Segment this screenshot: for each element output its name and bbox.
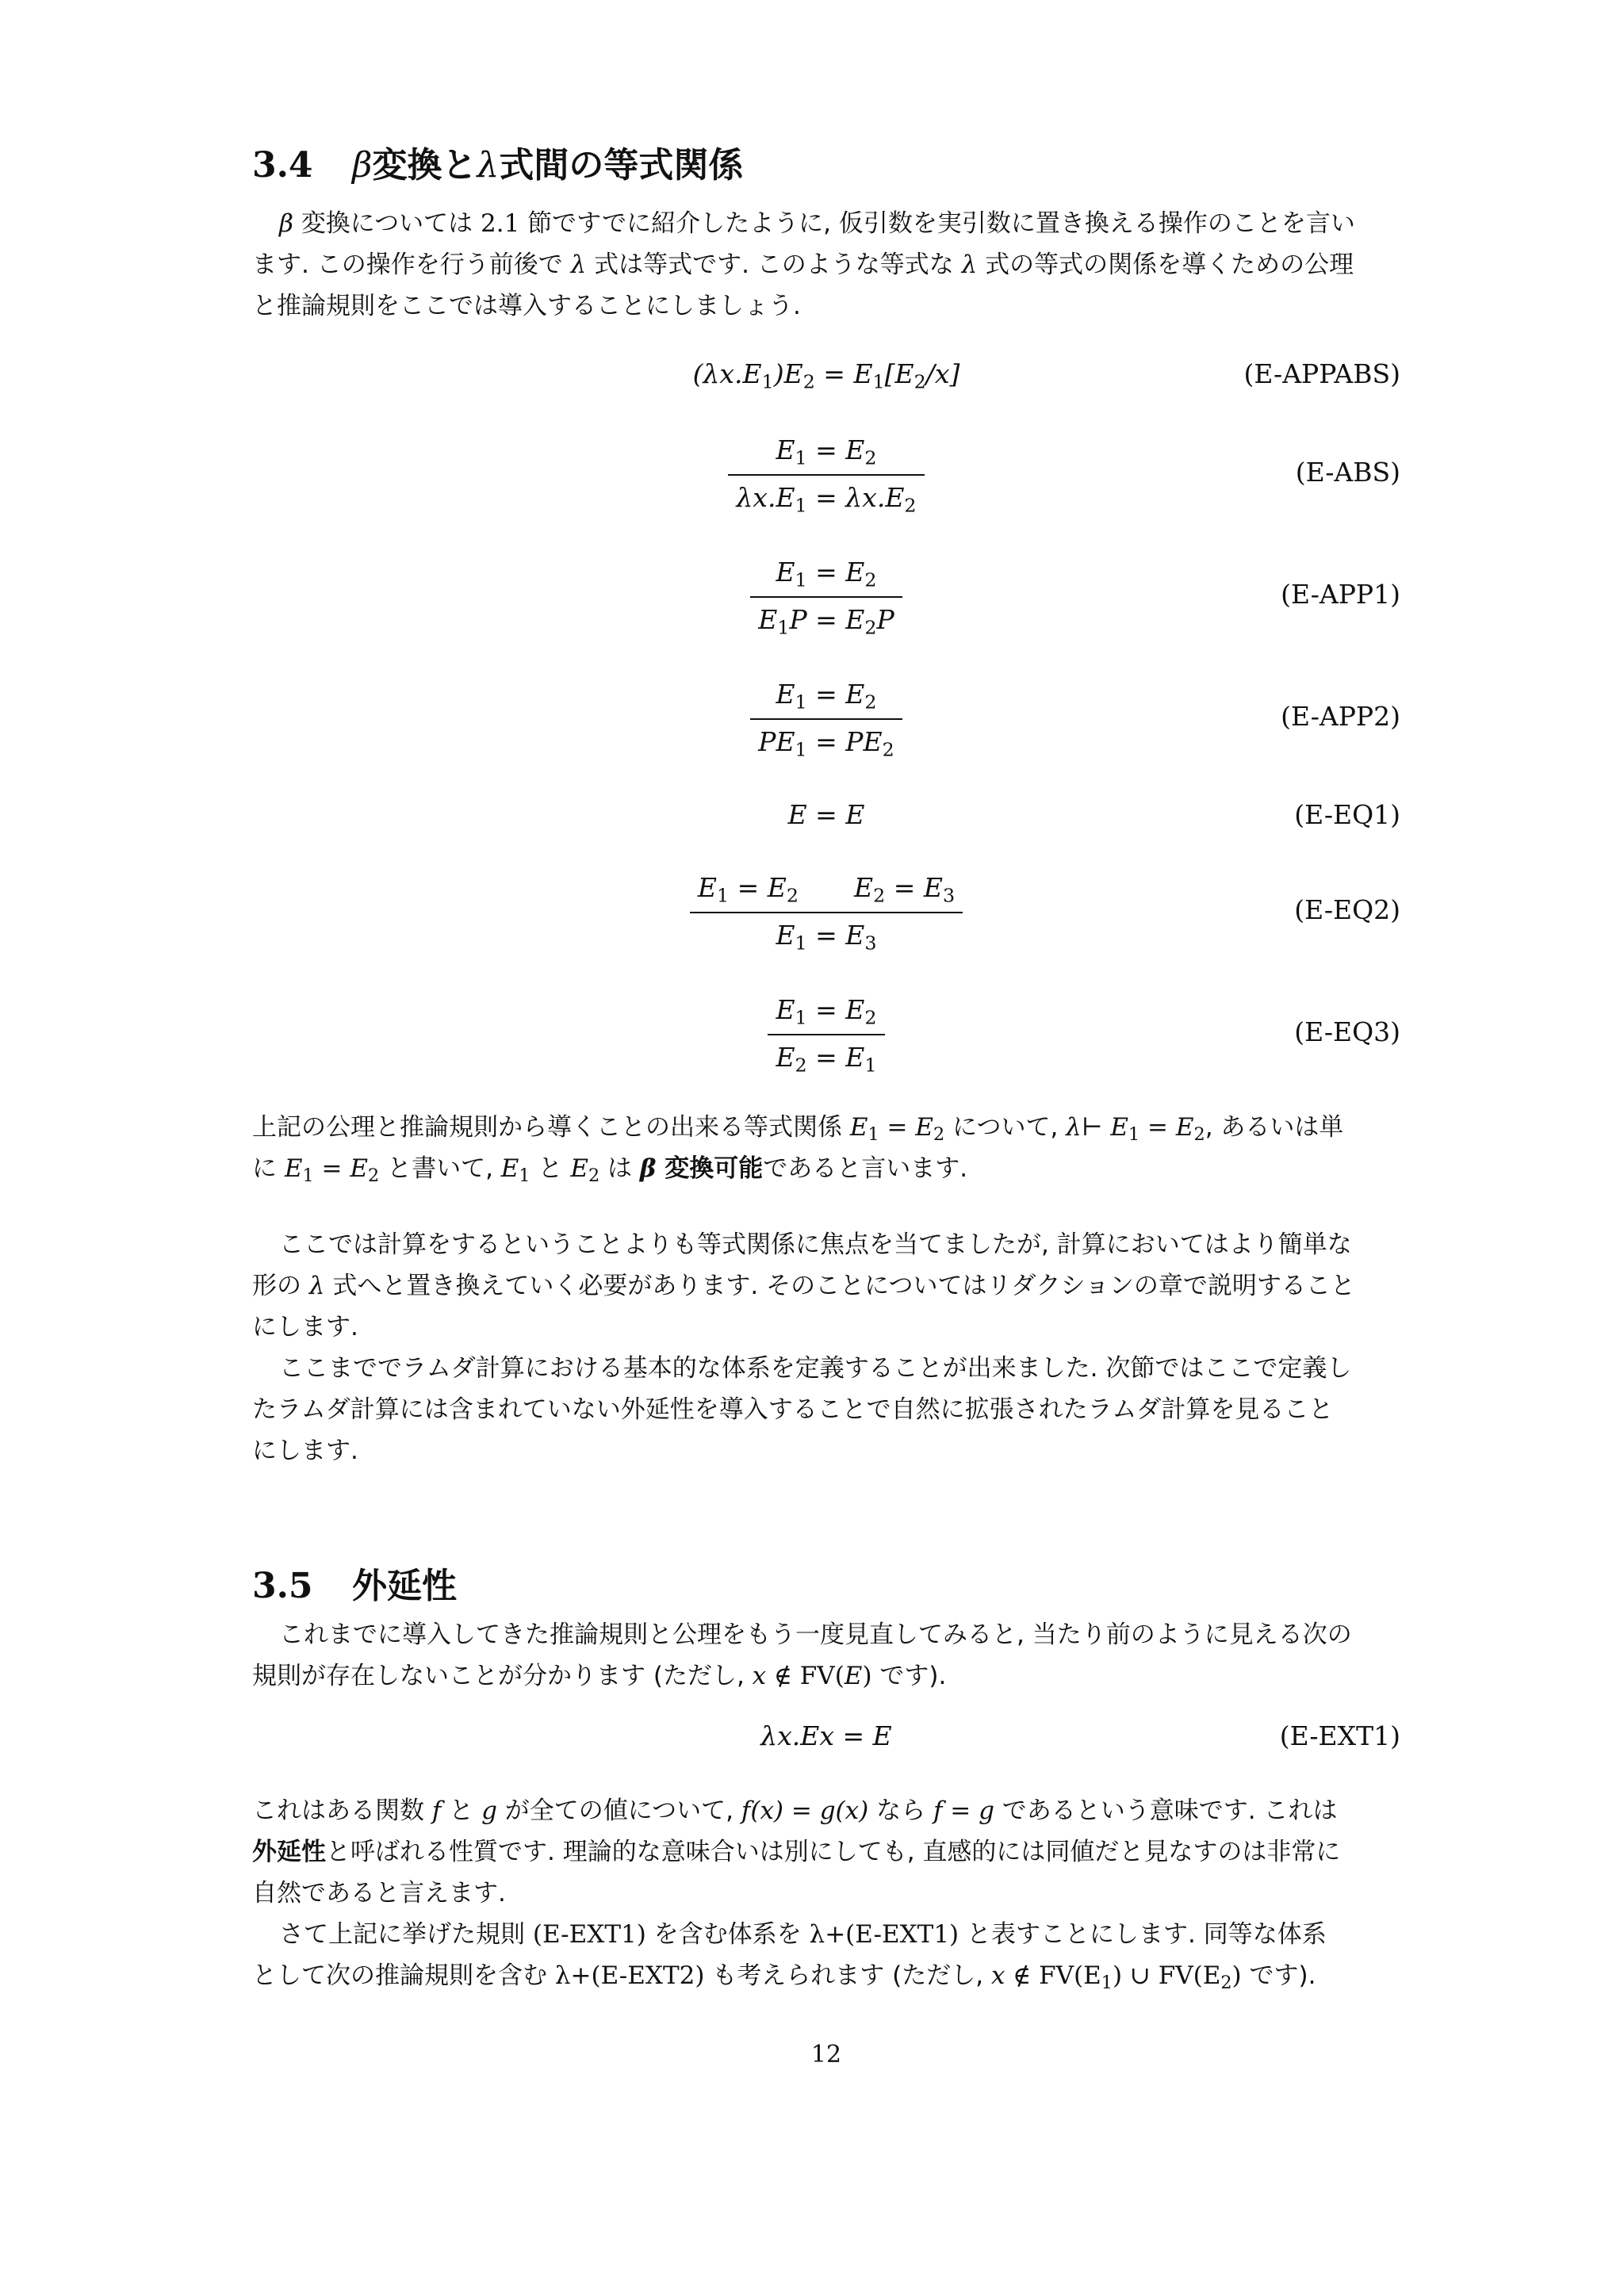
equation-label: (E-EQ3) [1294,1016,1400,1047]
intro-paragraph: β 変換については 2.1 節ですでに紹介したように, 仮引数を実引数に置き換える操作のことを言い ます. この操作を行う前後で λ 式は等式です. このような等式な λ 式の等式の関係を導くための公理 と推論規則をここでは導入することにしましょう. [252,209,1355,320]
inference-rule: $\frac{E_1 = E_2}{PE_1 = PE_2}$ [750,679,902,760]
extensionality-paragraph: これはある関数 f と g が全ての値について, f(x) = g(x) なら f = g であるという意味です. これは 外延性と呼ばれる性質です. 理論的な意味合いは別にしても, 直感的には同値だと見なすのは非常に 自然であると言えます. さて上記に挙げた規則 (E-EXT1) を含む体系を λ+(E-EXT1) と表すことにします. 同等な体系 として次の推論規則を含む λ+(E-EXT2) も考えられます (ただし, x ∉ $FV(E_1)$ ∪ $FV(E_2)$ です). [252,1797,1341,1994]
extensionality-intro-paragraph: これまでに導入してきた推論規則と公理をもう一度見直してみると, 当たり前のように見える次の 規則が存在しないことが分かります (ただし, x ∉ FV(E) です). [252,1621,1352,1690]
section-number: 3.5 [252,1566,313,1606]
key-term: 外延性 [252,1838,326,1866]
equation-label: (E-EQ1) [1294,799,1400,830]
section-heading-3-4: 3.4 β変換とλ式間の等式関係 [252,145,744,186]
section-heading-3-5 [252,1557,457,1608]
key-term: 変換可能 [656,1154,764,1183]
equation-body: $(\lambda x.E_1)E_2 = E_1[E_2/x]$ [692,358,960,393]
inference-rule: $\frac{E_1 = E_2 E_2 = E_3}{E_1 = E_3}$ [690,872,963,954]
equation-body: λx.Ex = E [760,1720,892,1751]
section-number: 3.4 [252,145,313,186]
equation-body: E = E [787,799,865,830]
document-page [252,0,1400,2296]
beta-term: β [639,1154,657,1183]
summary-paragraph: ここでは計算をするということよりも等式関係に焦点を当てましたが, 計算においてはより簡単な 形の λ 式へと置き換えていく必要があります. そのことについてはリダクションの章で説明すること にします. ここまででラムダ計算における基本的な体系を定義することが出来ました. 次節ではここで定義し たラムダ計算には含まれていない外延性を導入することで自然に拡張されたラムダ計算を見ること にします. [252,1230,1355,1465]
equation-label: (E-APPABS) [1243,358,1400,389]
inference-rule: $\frac{E_1 = E_2}{E_2 = E_1}$ [768,994,884,1076]
beta-convertible-paragraph: 上記の公理と推論規則から導くことの出来る等式関係 $E_1 = E_2$ について, λ⊢ $E_1 = E_2$, あるいは単 に $E_1 = E_2$ と書いて, $E_1$ と $E_2$ は β 変換可能であると言います. [252,1113,1344,1187]
equation-label: (E-ABS) [1295,457,1400,488]
equation-label: (E-APP1) [1281,579,1400,610]
section-title: 外延性 [352,1566,457,1606]
equation-label: (E-EXT1) [1279,1720,1400,1751]
inference-rule: $\frac{E_1 = E_2}{\lambda x.E_1 = \lambda x.E_2}$ [728,434,924,516]
page-number: 12 [810,2041,842,2068]
equation-label: (E-APP2) [1281,701,1400,732]
equation-label: (E-EQ2) [1294,894,1400,925]
inference-rule: $\frac{E_1 = E_2}{E_1P = E_2P}$ [750,557,902,638]
